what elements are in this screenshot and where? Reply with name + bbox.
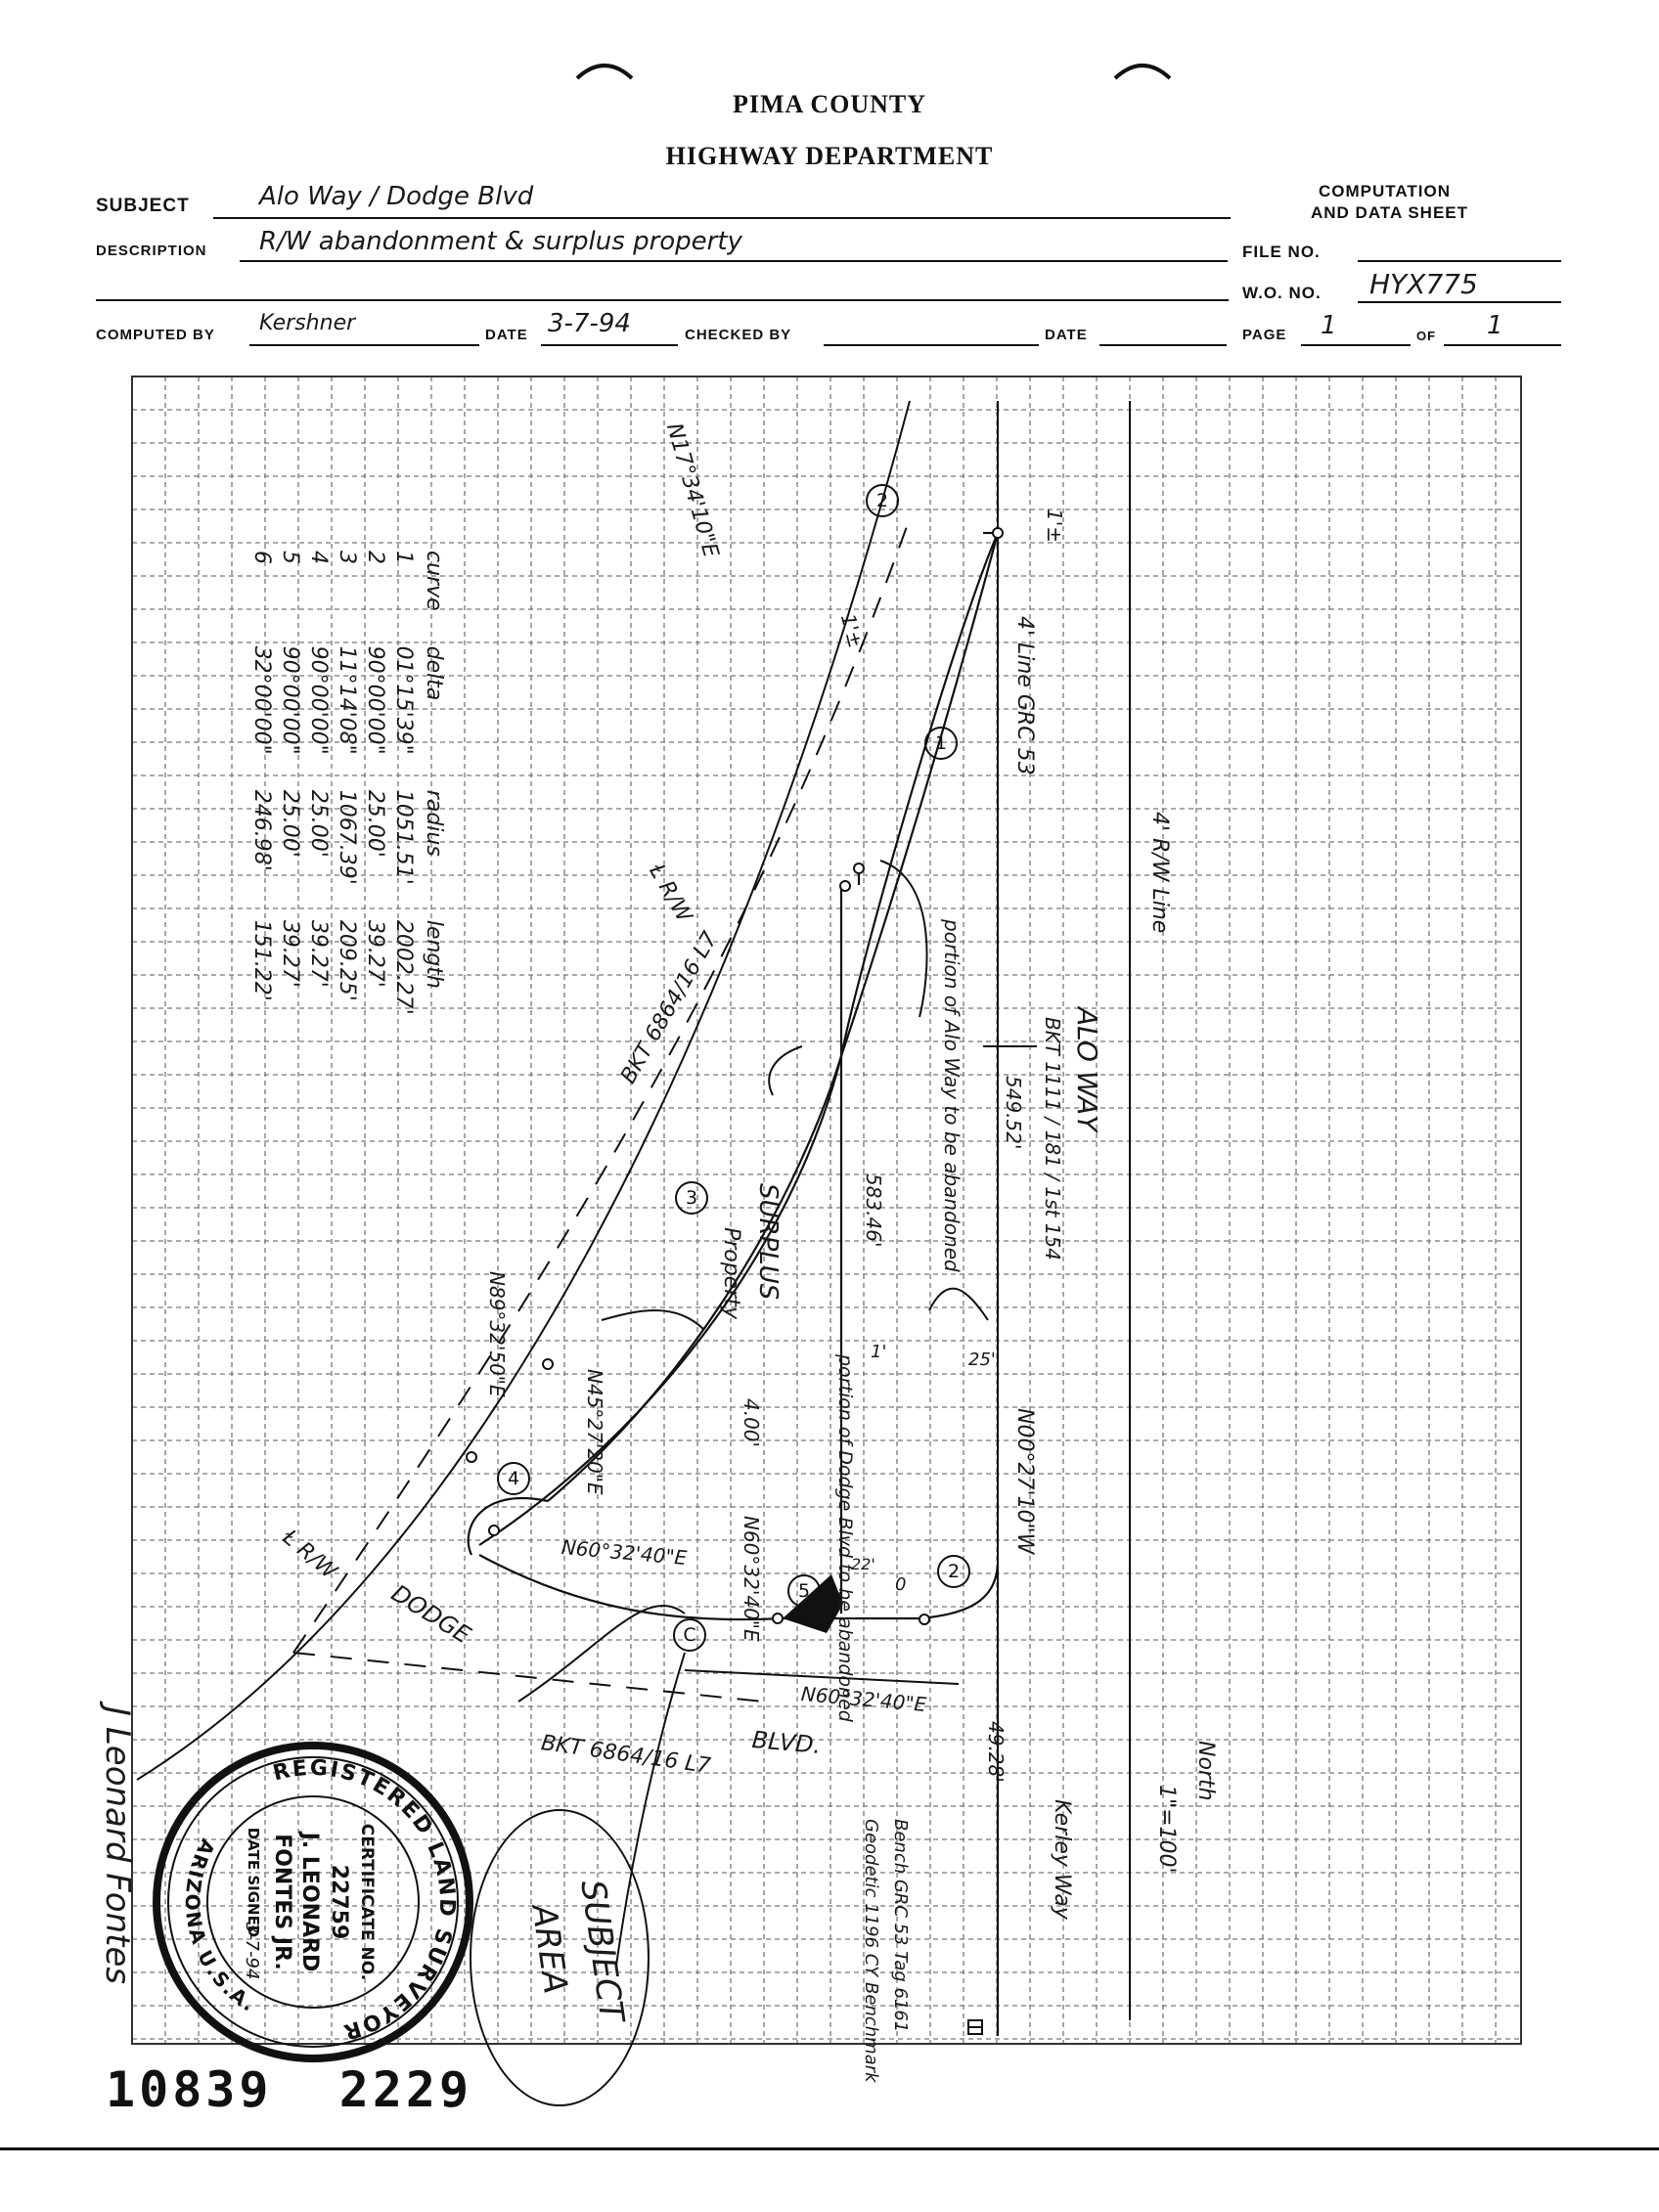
date-value: 3-7-94: [548, 309, 631, 338]
surveyor-seal: [147, 1736, 479, 2068]
table-row: [304, 533, 333, 1033]
dim-549: 549.52': [1002, 1076, 1025, 1150]
circled-label-5: 5: [787, 1574, 821, 1608]
table-cell: 90°00'00": [278, 645, 302, 755]
row-line-right: 4' R/W Line: [1147, 812, 1172, 934]
bench-note: Bench GRC 53 Tag 6161 Geodetic 1196 CY Benchmark: [861, 1819, 911, 2083]
of-value: 1: [1487, 311, 1503, 340]
subject-label: SUBJECT: [96, 196, 190, 216]
line-grc: 4' Line GRC 53: [1012, 616, 1037, 775]
wo-label: W.O. NO.: [1242, 284, 1322, 302]
circled-label-c: C: [673, 1618, 706, 1652]
svg-text:DATE SIGNED: DATE SIGNED: [245, 1827, 262, 1938]
dim-mid: 1'±: [835, 611, 869, 651]
description-value: R/W abandonment & surplus property: [259, 227, 742, 256]
file-no-label: FILE NO.: [1242, 243, 1321, 261]
table-row: [389, 533, 418, 1033]
bkt-low: BKT 6864/16 L7: [539, 1731, 712, 1780]
svg-text:FONTES JR.: FONTES JR.: [270, 1834, 294, 1970]
circled-label-2: 2: [866, 484, 899, 517]
curve-table-header: curve: [422, 551, 446, 611]
table-cell: 25.00': [306, 789, 331, 858]
portion-dodge: portion of Dodge Blvd to be abandoned: [834, 1354, 856, 1722]
table-row: [333, 533, 361, 1033]
bearing-top: N17°34'10"E: [660, 420, 724, 560]
curve-table: [235, 533, 450, 1120]
d-row-top: Ɫ R/W: [644, 861, 696, 927]
dim-49: 49.28': [984, 1721, 1008, 1783]
svg-text:3-7-94: 3-7-94: [242, 1922, 262, 1980]
bkt-top: BKT 6864/16 L7: [616, 927, 723, 1088]
surplus-label: SURPLUS: [753, 1183, 783, 1301]
svg-text:ARIZONA U.S.A.: ARIZONA U.S.A.: [180, 1835, 260, 2017]
bearing-n89: N89°32'50"E: [485, 1271, 509, 1397]
svg-text:CERTIFICATE NO.: CERTIFICATE NO.: [357, 1823, 377, 1981]
checked-by-label: CHECKED BY: [685, 327, 792, 343]
table-cell: 25.00': [278, 789, 302, 858]
table-cell: 1051.51': [391, 789, 416, 885]
table-cell: 32°00'00": [249, 645, 274, 755]
curve-table-header: delta: [422, 645, 446, 701]
circled-label-2b: 2: [937, 1555, 970, 1588]
table-cell: 39.27': [278, 919, 302, 988]
table-cell: 2: [363, 551, 387, 564]
survey-points: [467, 528, 1003, 1624]
table-row: [276, 533, 304, 1033]
dim-top: 1'±: [1043, 509, 1066, 543]
north-label: North: [1193, 1741, 1218, 1801]
svg-text:REGISTERED LAND SURVEYOR: REGISTERED LAND SURVEYOR: [270, 1755, 460, 2045]
kerley-way: Kerley Way: [1050, 1799, 1074, 1920]
page-value: 1: [1321, 311, 1337, 340]
circled-label-4: 4: [497, 1462, 530, 1495]
table-row: [361, 533, 389, 1033]
alo-way-bkt: BKT 1111 / 181 / 1st 154: [1041, 1017, 1064, 1261]
curve-table-header: length: [422, 919, 446, 989]
alo-way-label: ALO WAY: [1071, 1007, 1103, 1132]
computed-by-value: Kershner: [259, 311, 356, 335]
table-cell: 11°14'08": [335, 645, 359, 755]
circled-label-3: 3: [675, 1181, 708, 1215]
page-label: PAGE: [1242, 327, 1287, 343]
table-cell: 25.00': [363, 789, 387, 858]
table-cell: 5: [278, 551, 302, 564]
bearing-n45: N45°27'20"E: [583, 1369, 606, 1495]
circled-label-1: 1: [924, 727, 958, 760]
wo-value: HYX775: [1369, 268, 1478, 300]
property-label: Property: [719, 1227, 743, 1319]
table-cell: 6: [249, 551, 274, 564]
blvd-label: BLVD.: [750, 1726, 823, 1760]
dim-583: 583.46': [862, 1173, 885, 1248]
dodge-label: DODGE: [386, 1579, 476, 1650]
table-cell: 4: [306, 551, 331, 564]
scale-label: 1"=100': [1154, 1785, 1179, 1874]
table-cell: 1: [391, 551, 416, 564]
dim-4: 4.00': [740, 1398, 763, 1448]
dim-22: 22': [851, 1555, 875, 1573]
benchmark-marker: [968, 2020, 983, 2034]
document-number: 10839 2229: [106, 2061, 473, 2118]
table-cell: 2002.27': [391, 919, 416, 1015]
date-label: DATE: [485, 327, 528, 343]
portion-alo: portion of Alo Way to be abandoned: [940, 919, 964, 1272]
date2-label: DATE: [1045, 327, 1088, 343]
subject-value: Alo Way / Dodge Blvd: [259, 182, 534, 211]
table-cell: 246.98': [249, 789, 274, 871]
table-row: [247, 533, 276, 1033]
dim-1: 1': [871, 1342, 887, 1362]
svg-text:22759: 22759: [327, 1864, 351, 1940]
computed-by-label: COMPUTED BY: [96, 327, 215, 343]
bearing-n60b: N60°32'40"E: [560, 1535, 689, 1571]
bearing-n00: N00°27'10"W: [1012, 1408, 1037, 1555]
table-cell: 90°00'00": [306, 645, 331, 755]
dim-25: 25': [968, 1349, 996, 1370]
table-cell: 151.22': [249, 919, 274, 1001]
table-cell: 1067.39': [335, 789, 359, 885]
surveyor-signature: J Leonard Fontes: [98, 1706, 137, 1985]
subject-area-line2: AREA: [523, 1902, 575, 1997]
bearing-low: N60°32'40"E: [799, 1682, 928, 1717]
curve-table-header: radius: [422, 789, 446, 857]
description-label: DESCRIPTION: [96, 243, 207, 259]
table-cell: 39.27': [306, 919, 331, 988]
dim-0: 0: [895, 1574, 907, 1595]
table-cell: 209.25': [335, 919, 359, 1001]
table-cell: 3: [335, 551, 359, 564]
sheet-type-line1: COMPUTATION: [1319, 182, 1452, 200]
table-cell: 90°00'00": [363, 645, 387, 755]
svg-text:J. LEONARD: J. LEONARD: [297, 1832, 322, 1972]
d-row-low: Ɫ R/W: [277, 1526, 341, 1585]
sheet-type-line2: AND DATA SHEET: [1311, 203, 1469, 222]
of-label: OF: [1416, 329, 1437, 343]
table-cell: 01°15'39": [391, 645, 416, 755]
bearing-n60a: N60°32'40"E: [740, 1516, 763, 1642]
subject-area-line1: SUBJECT: [572, 1878, 632, 2024]
org-title: PIMA COUNTY: [732, 90, 927, 118]
dept-title: HIGHWAY DEPARTMENT: [665, 142, 994, 170]
table-cell: 39.27': [363, 919, 387, 988]
